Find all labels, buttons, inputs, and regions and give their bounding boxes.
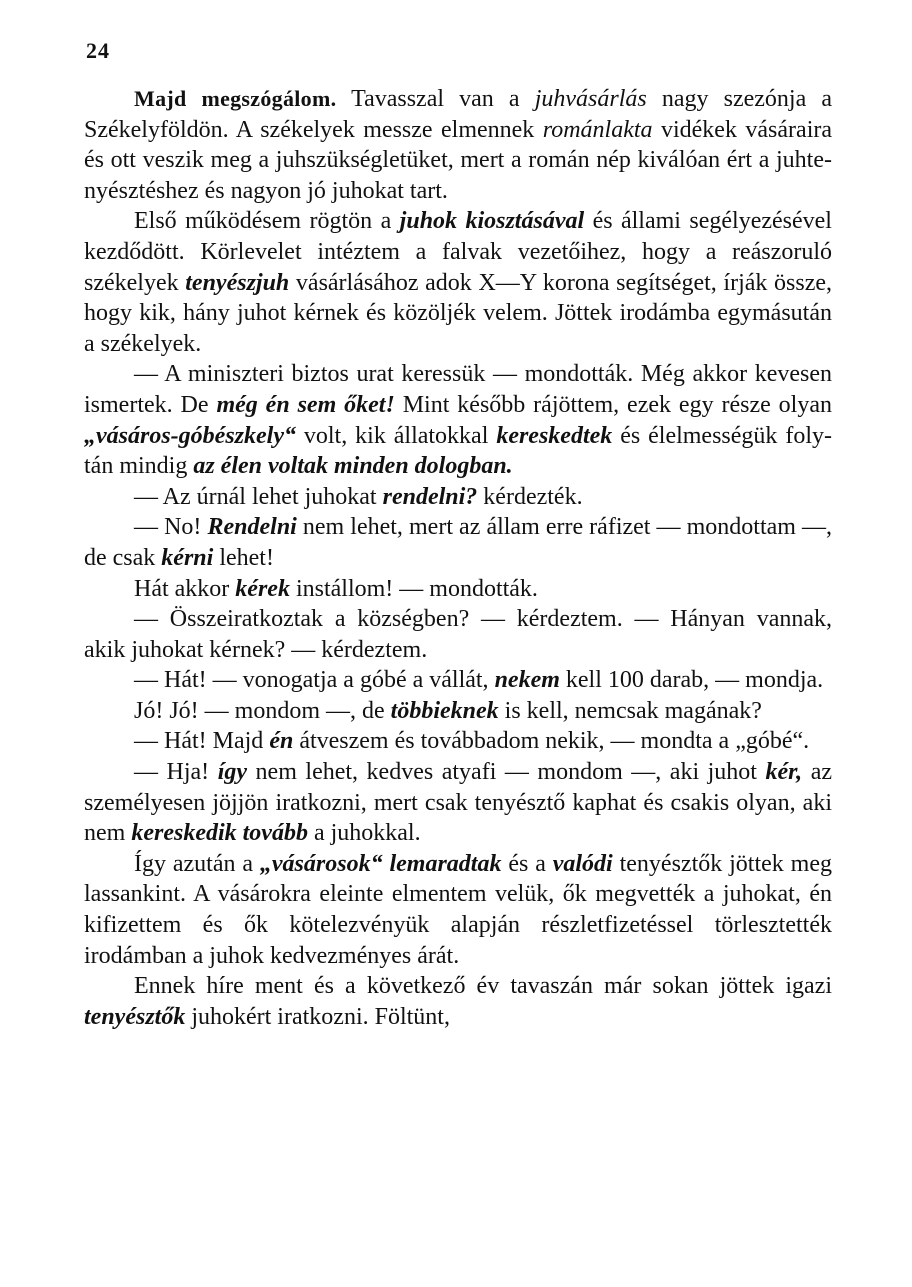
paragraph-p8: [84, 665, 832, 696]
paragraph-p13: [84, 971, 832, 1032]
text-segment: még én sem őket!: [216, 391, 395, 418]
text-segment: Így azután a: [134, 850, 260, 877]
text-segment: tenyésztők jöttek meg lassankint. A vásárokra eleinte elmentem velük, ők megvették a juhokat, én kifizettem és ők kötelezvényük alapján részletfizetéssel törlesztették irodámban a juhok kedvezményes árát.: [84, 850, 832, 969]
paragraph-p4: [84, 482, 832, 513]
paragraph-p11: [84, 757, 832, 849]
text-segment: vásárlásához adok X—Y korona segítséget, írják össze, hogy kik, hány juhot kérnek és közöljék velem. Jöttek irodámba egymásután a székelyek.: [84, 269, 833, 357]
paragraph-p2: [84, 206, 832, 359]
text-segment: kérek: [235, 575, 290, 602]
text-segment: — Hát! — vonogatja a góbé a vállát,: [134, 667, 495, 694]
text-segment: nem lehet, mert az állam erre ráfizet — mondottam —, de csak: [84, 514, 833, 571]
text-segment: én: [269, 728, 294, 755]
text-segment: és élelmességük folytán mindig: [84, 422, 832, 480]
text-segment: átveszem és továbbadom nekik, — mondta a „góbé“.: [293, 728, 810, 755]
text-segment: az élen voltak minden dologban.: [193, 453, 513, 480]
text-segment: kereskedik tovább: [131, 820, 308, 847]
text-segment: Első működésem rögtön a: [134, 208, 400, 235]
text-segment: nem lehet, kedves atyafi — mondom —, aki juhot: [247, 759, 766, 786]
text-segment: tenyészjuh: [185, 269, 290, 296]
text-segment: Hát akkor: [134, 575, 236, 602]
text-segment: kell 100 darab, — mondja.: [559, 667, 824, 694]
text-segment: — No!: [134, 514, 208, 541]
text-segment: Ennek híre ment és a következő év tavaszán már sokan jöttek igazi: [134, 973, 832, 1000]
page-number: 24: [86, 38, 110, 63]
text-segment: „vásáros-góbészkely“: [84, 422, 296, 449]
paragraph-p10: [84, 726, 832, 757]
text-segment: kérdezték.: [477, 483, 583, 510]
text-segment: Mint később rájöttem, ezek egy része olyan: [394, 391, 832, 418]
text-segment: kereskedtek: [496, 422, 613, 449]
text-segment: rendelni?: [382, 483, 478, 510]
paragraph-p9: [84, 696, 832, 727]
text-segment: juhokért iratkozni. Föltünt,: [185, 1003, 450, 1030]
paragraph-p6: [84, 574, 832, 605]
text-segment: nagy szezónja a Székelyföldön. A székelyek messze elmennek: [84, 86, 832, 143]
text-segment: románlakta: [542, 116, 653, 143]
text-segment: nekem: [494, 667, 560, 694]
text-segment: is kell, nemcsak magának?: [498, 697, 762, 724]
text-segment: — Hát! Majd: [134, 728, 270, 755]
paragraph-p3: [84, 359, 832, 481]
text-segment: — Az úrnál lehet juhokat: [134, 483, 383, 510]
text-segment: juhok kiosztásával: [399, 208, 585, 235]
text-segment: többieknek: [390, 697, 499, 724]
paragraph-p1: [84, 84, 832, 206]
text-segment: instállom! — mondották.: [289, 575, 538, 602]
paragraph-p5: [84, 512, 832, 573]
text-segment: Tavasszal van a: [336, 86, 535, 112]
text-segment: így: [217, 759, 248, 786]
text-segment: „vásárosok“ lemaradtak: [259, 850, 502, 877]
text-segment: juhvásárlás: [534, 86, 647, 112]
text-segment: volt, kik állatokkal: [295, 422, 497, 449]
text-segment: az személyesen jöjjön iratkozni, mert csak tenyésztő kaphat és csakis olyan, aki nem: [84, 759, 832, 847]
text-segment: valódi: [552, 850, 613, 877]
text-segment: kérni: [161, 544, 214, 571]
text-segment: vidékek vásáraira és ott veszik meg a juhszükségletüket, mert a román nép kiválóan ért a juhtenyésztéshez és nagyon jó juhokat tart.: [84, 116, 833, 204]
text-segment: Rendelni: [207, 514, 297, 541]
text-segment: Majd megszógálom.: [134, 86, 337, 111]
text-segment: — A miniszteri biztos urat keressük — mondották. Még akkor kevesen ismertek. De: [84, 361, 832, 418]
text-segment: és a: [501, 850, 553, 877]
paragraph-p12: [84, 849, 832, 971]
text-segment: lehet!: [213, 544, 274, 571]
text-segment: — Hja!: [134, 759, 218, 786]
text-segment: a juhokkal.: [307, 820, 421, 847]
body-text: [84, 84, 832, 1032]
text-segment: tenyésztők: [84, 1003, 186, 1030]
paragraph-p7: [84, 604, 832, 665]
text-segment: kér,: [765, 759, 803, 786]
text-segment: — Összeiratkoztak a községben? — kérdeztem. — Hányan vannak, akik juhokat kérnek? — kérdeztem.: [84, 606, 832, 663]
text-segment: és állami segélyezésével kezdődött. Körlevelet intéztem a falvak vezetőihez, hogy a reászoruló székelyek: [84, 208, 832, 296]
text-segment: Jó! Jó! — mondom —, de: [134, 697, 391, 724]
